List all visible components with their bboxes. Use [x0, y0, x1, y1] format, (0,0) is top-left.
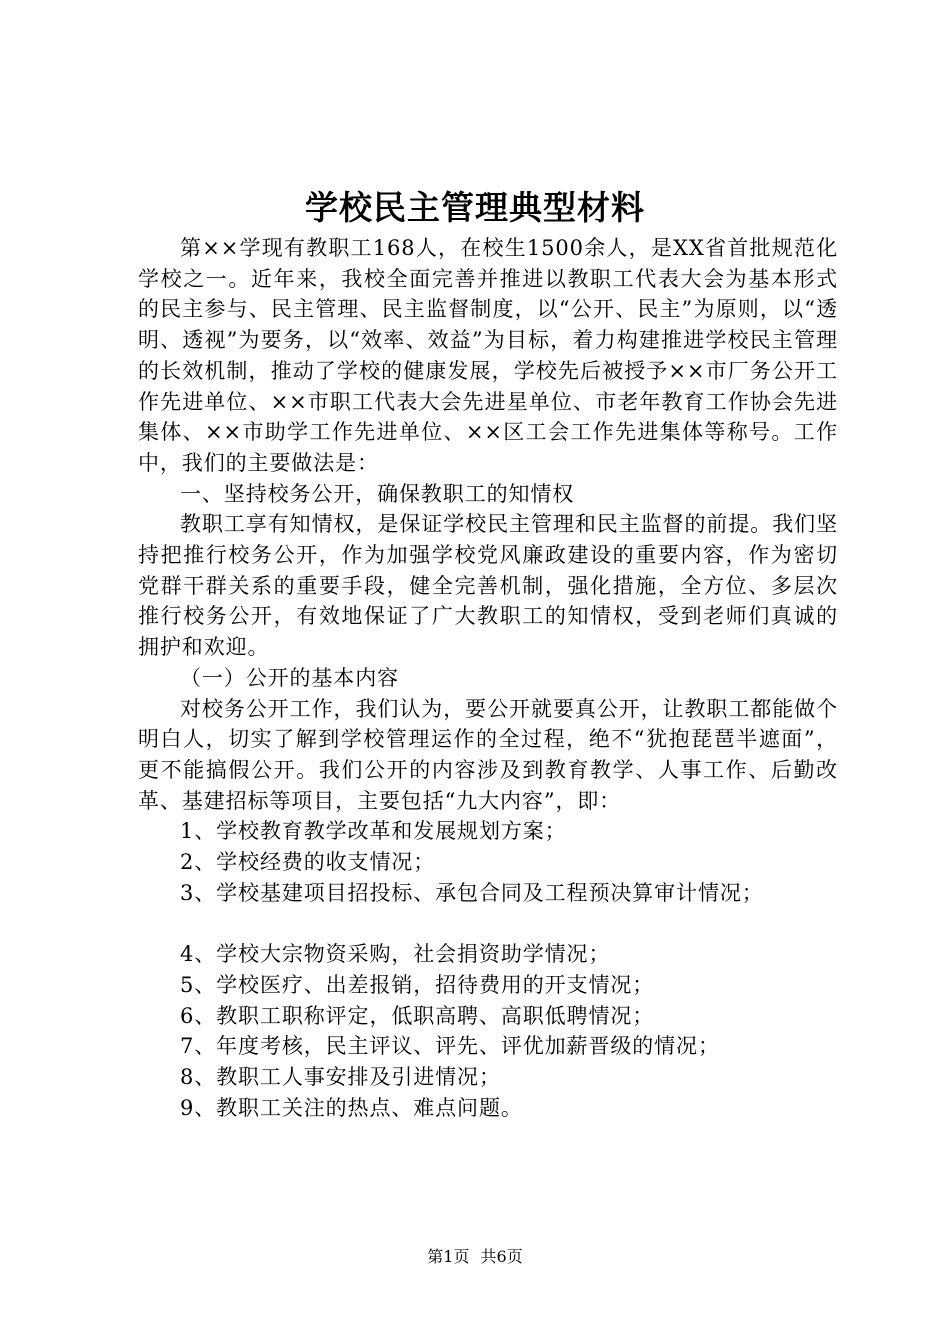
subsection-heading: （一）公开的基本内容: [180, 665, 399, 690]
subsection-paragraph: 对校务公开工作，我们认为，要公开就要真公开，让教职工都能做个明白人，切实了解到学校管理运作的全过程，绝不“犹抱琵琶半遮面”，更不能搞假公开。我们公开的内容涉及到教育教学、人事工作、后勤改革、基建招标等项目，主要包括“九大内容”，即：: [138, 696, 838, 813]
list-item: 2、学校经费的收支情况；: [180, 850, 436, 875]
list-item: 8、教职工人事安排及引进情况；: [180, 1064, 501, 1089]
list-item: 4、学校大宗物资采购，社会捐资助学情况；: [180, 942, 611, 967]
list-item: 3、学校基建项目招投标、承包合同及工程预决算审计情况；: [180, 880, 764, 905]
list-item: 5、学校医疗、出差报销，招待费用的开支情况；: [180, 972, 655, 997]
list-item: 6、教职工职称评定，低职高聘、高职低聘情况；: [180, 1003, 655, 1028]
intro-paragraph: 第××学现有教职工168人，在校生1500余人，是XX省首批规范化学校之一。近年来，我校全面完善并推进以教职工代表大会为基本形式的民主参与、民主管理、民主监督制度，以“公开、民主”为原则，以“透明、透视”为要务，以“效率、效益”为目标，着力构建推进学校民主管理的长效机制，推动了学校的健康发展，学校先后被授予××市厂务公开工作先进单位、××市职工代表大会先进星单位、市老年教育工作协会先进集体、××市助学工作先进单位、××区工会工作先进集体等称号。工作中，我们的主要做法是：: [138, 236, 838, 475]
page-total: 共6页: [480, 1247, 523, 1266]
page-title: 学校民主管理典型材料: [305, 188, 645, 227]
spacer: [138, 908, 838, 939]
page-footer: [0, 1246, 950, 1268]
section-paragraph: 教职工享有知情权，是保证学校民主管理和民主监督的前提。我们坚持把推行校务公开，作为加强学校党风廉政建设的重要内容，作为密切党群干群关系的重要手段，健全完善机制，强化措施，全方位、多层次推行校务公开，有效地保证了广大教职工的知情权，受到老师们真诚的拥护和欢迎。: [138, 512, 838, 660]
list-item: 9、教职工关注的热点、难点问题。: [180, 1095, 523, 1120]
page-number: 第1页: [427, 1247, 470, 1266]
list-item: 7、年度考核，民主评议、评先、评优加薪晋级的情况；: [180, 1034, 720, 1059]
section-heading: 一、坚持校务公开，确保教职工的知情权: [180, 481, 575, 506]
list-item: 1、学校教育教学改革和发展规划方案；: [180, 819, 567, 844]
document-body: [138, 233, 838, 1123]
